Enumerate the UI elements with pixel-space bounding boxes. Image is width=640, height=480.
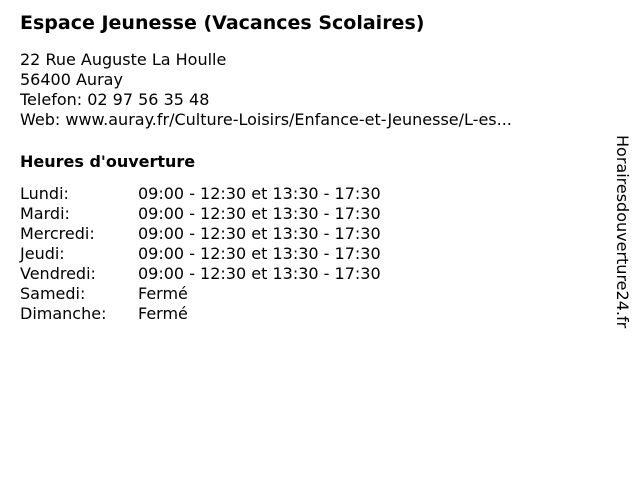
web-line (20, 110, 600, 130)
day-label: Vendredi: (20, 264, 96, 283)
day-hours: 09:00 - 12:30 et 13:30 - 17:30 (138, 204, 381, 223)
hours-row (20, 204, 600, 224)
hours-row (20, 184, 600, 204)
hours-row (20, 224, 600, 244)
day-label: Mercredi: (20, 224, 95, 243)
day-hours: 09:00 - 12:30 et 13:30 - 17:30 (138, 224, 381, 243)
city-line: 56400 Auray (20, 70, 123, 89)
address-block (20, 50, 600, 130)
day-label: Jeudi: (20, 244, 65, 263)
street-line: 22 Rue Auguste La Houlle (20, 50, 227, 69)
web-label: Web: (20, 110, 61, 129)
day-hours: 09:00 - 12:30 et 13:30 - 17:30 (138, 264, 381, 283)
place-card (20, 10, 600, 324)
hours-title: Heures d'ouverture (20, 152, 196, 171)
day-hours: 09:00 - 12:30 et 13:30 - 17:30 (138, 244, 381, 263)
hours-table (20, 184, 600, 324)
phone-line (20, 90, 600, 110)
hours-row (20, 284, 600, 304)
day-hours: Fermé (138, 304, 188, 323)
day-hours: 09:00 - 12:30 et 13:30 - 17:30 (138, 184, 381, 203)
place-title: Espace Jeunesse (Vacances Scolaires) (20, 12, 425, 34)
hours-row (20, 304, 600, 324)
brand-watermark[interactable]: Horairesdouverture24.fr (613, 135, 632, 329)
hours-row (20, 244, 600, 264)
day-label: Lundi: (20, 184, 69, 203)
web-link[interactable]: www.auray.fr/Culture-Loisirs/Enfance-et-Jeunesse/L-es... (65, 110, 512, 129)
phone-number[interactable]: 02 97 56 35 48 (87, 90, 210, 109)
day-label: Mardi: (20, 204, 70, 223)
hours-row (20, 264, 600, 284)
day-label: Samedi: (20, 284, 86, 303)
phone-label: Telefon: (20, 90, 83, 109)
day-hours: Fermé (138, 284, 188, 303)
day-label: Dimanche: (20, 304, 107, 323)
